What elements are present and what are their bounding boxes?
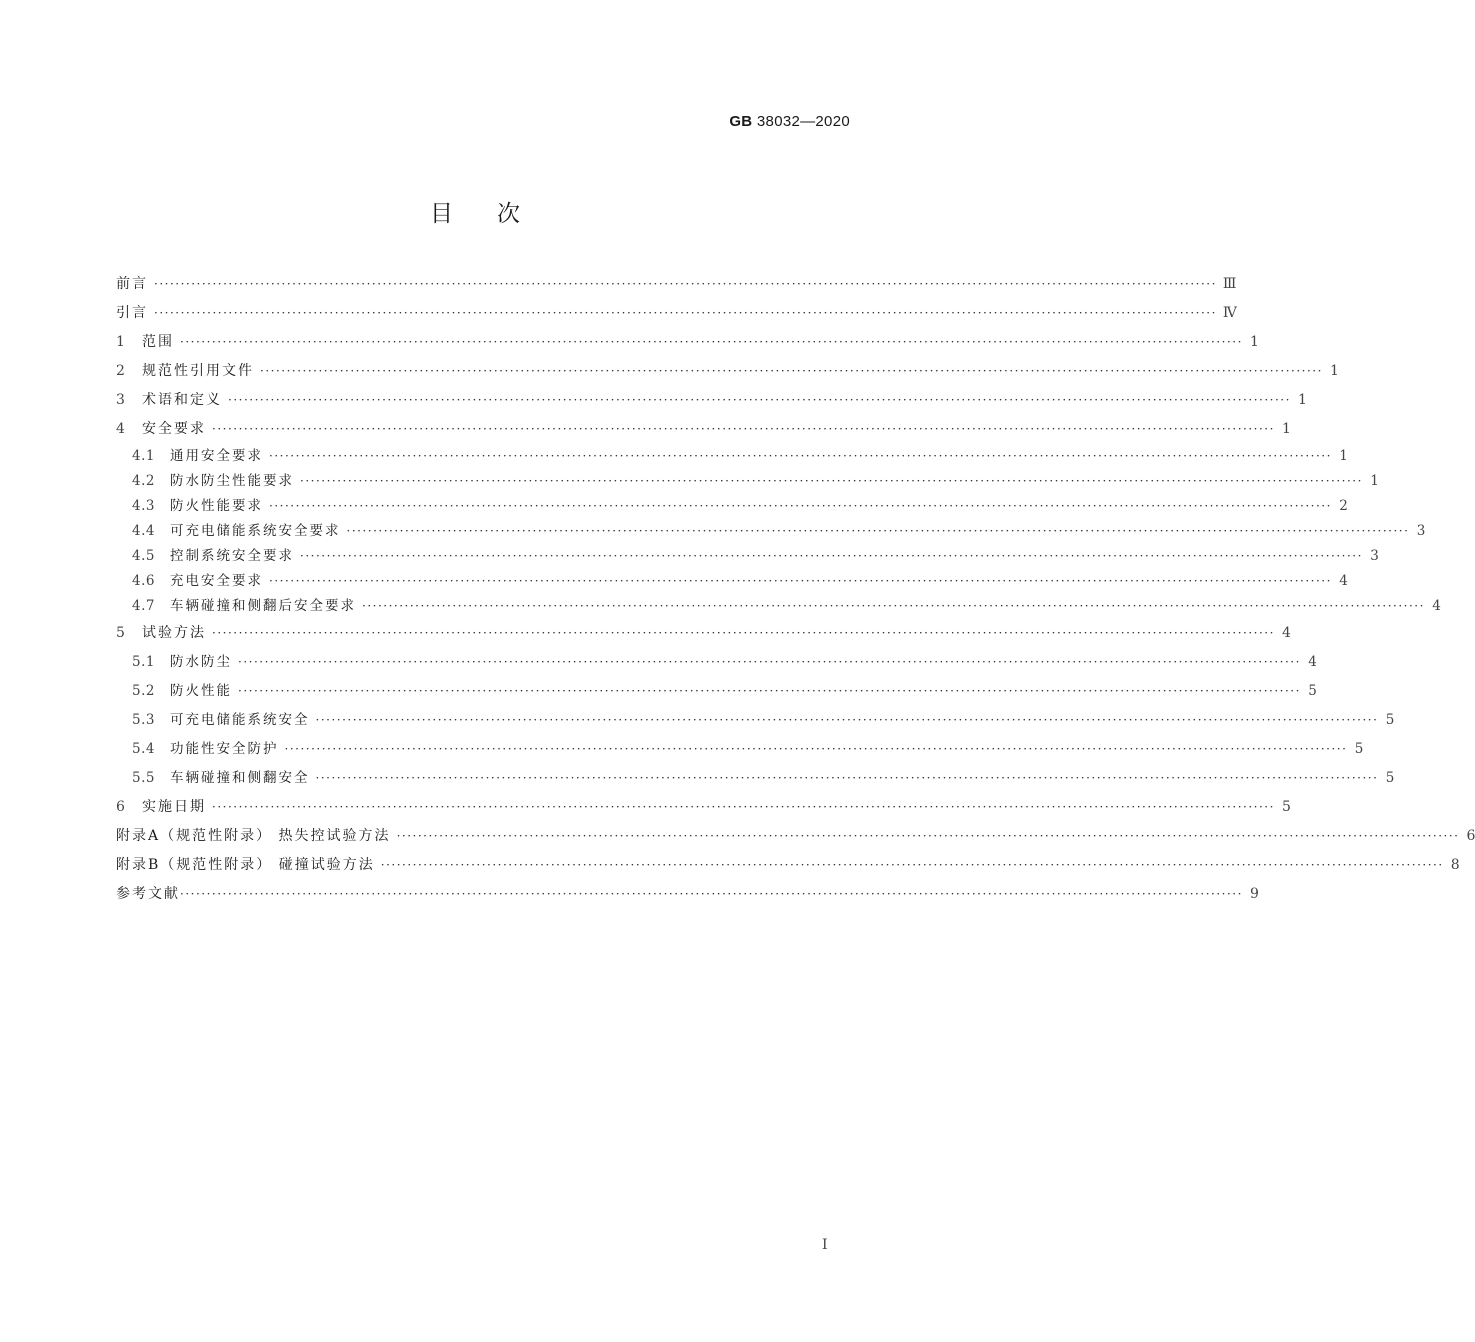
toc-entry-page: 5 xyxy=(1354,741,1364,757)
toc-entry[interactable] xyxy=(116,569,1348,594)
toc-entry-label: 试验方法 xyxy=(142,625,206,641)
toc-entry[interactable] xyxy=(116,270,1237,299)
toc-dot-leader: ········································································································································································································ xyxy=(315,713,1379,727)
toc-dot-leader: ········································································································································································································ xyxy=(228,393,1291,407)
toc-entry-number: 4.2 xyxy=(132,473,155,489)
toc-entry[interactable] xyxy=(116,619,1291,648)
toc-entry-label: 范围 xyxy=(142,334,174,350)
toc-entry[interactable] xyxy=(116,735,1364,764)
toc-entry-page: 2 xyxy=(1339,498,1348,514)
toc-entry[interactable] xyxy=(116,793,1291,822)
toc-entry[interactable] xyxy=(116,357,1339,386)
toc-dot-leader: ········································································································································································································ xyxy=(300,549,1363,563)
toc-entry-page: 6 xyxy=(1466,828,1475,844)
toc-entry[interactable] xyxy=(116,299,1237,328)
toc-entry-page: 4 xyxy=(1308,654,1317,670)
toc-entry-label: 可充电储能系统安全要求 xyxy=(170,523,341,539)
toc-dot-leader: ········································································································································································································ xyxy=(212,800,1275,814)
toc-dot-leader: ········································································································································································································ xyxy=(238,655,1301,669)
toc-entry-number: 4.3 xyxy=(132,498,155,514)
toc-dot-leader: ········································································································································································································ xyxy=(154,306,1217,320)
toc-entry-label: 通用安全要求 xyxy=(170,448,263,464)
toc-entry-number: 3 xyxy=(116,392,126,408)
toc-entry-page: 5 xyxy=(1308,683,1317,699)
toc-entry-number: 4.5 xyxy=(132,548,155,564)
toc-entry[interactable] xyxy=(116,594,1441,619)
toc-entry-label: 术语和定义 xyxy=(142,392,222,408)
toc-entry-page: 3 xyxy=(1416,523,1426,539)
toc-entry-label: 防火性能要求 xyxy=(170,498,263,514)
toc-entry-number: 1 xyxy=(116,334,126,350)
toc-dot-leader: ········································································································································································································ xyxy=(180,335,1243,349)
toc-entry-number: 6 xyxy=(116,799,126,815)
standard-code-prefix: GB xyxy=(729,113,753,130)
toc-entry[interactable] xyxy=(116,386,1307,415)
toc-dot-leader: ········································································································································································································ xyxy=(284,742,1348,756)
toc-dot-leader: ········································································································································································································ xyxy=(362,599,1425,613)
toc-entry-page: 4 xyxy=(1281,625,1291,641)
toc-dot-leader: ········································································································································································································ xyxy=(269,449,1332,463)
toc-entry-label: 功能性安全防护 xyxy=(170,741,279,757)
toc-entry-number: 5.4 xyxy=(132,741,155,757)
toc-entry-label: 实施日期 xyxy=(142,799,206,815)
toc-entry-page: 1 xyxy=(1281,421,1291,437)
toc-entry-number: 5.5 xyxy=(132,770,155,786)
toc-entry-page: 1 xyxy=(1329,363,1339,379)
toc-entry-page: 9 xyxy=(1249,886,1259,902)
toc-entry[interactable] xyxy=(116,880,1259,909)
toc-entry[interactable] xyxy=(116,648,1317,677)
toc-dot-leader: ········································································································································································································ xyxy=(180,887,1243,901)
toc-entry-page: 5 xyxy=(1385,712,1395,728)
toc-dot-leader: ········································································································································································································ xyxy=(212,626,1275,640)
toc-dot-leader: ········································································································································································································ xyxy=(154,277,1217,291)
toc-entry-number: 5 xyxy=(116,625,126,641)
toc-dot-leader: ········································································································································································································ xyxy=(315,771,1379,785)
toc-entry-page: 8 xyxy=(1450,857,1460,873)
toc-entry[interactable] xyxy=(116,469,1379,494)
toc-entry-number: 4.1 xyxy=(132,448,155,464)
toc-dot-leader: ········································································································································································································ xyxy=(238,684,1301,698)
toc-entry[interactable] xyxy=(116,415,1291,444)
toc-entry-label: 充电安全要求 xyxy=(170,573,263,589)
toc-entry-label: 防火性能 xyxy=(170,683,232,699)
toc-entry-label: 车辆碰撞和侧翻后安全要求 xyxy=(170,598,356,614)
toc-entry-page: 5 xyxy=(1385,770,1395,786)
toc-entry-label: 安全要求 xyxy=(142,421,206,437)
toc-entry-number: 2 xyxy=(116,363,126,379)
toc-entry[interactable] xyxy=(116,444,1348,469)
toc-entry-label: 防水防尘性能要求 xyxy=(170,473,294,489)
toc-entry-label: 控制系统安全要求 xyxy=(170,548,294,564)
toc-dot-leader: ········································································································································································································ xyxy=(300,474,1363,488)
toc-dot-leader: ········································································································································································································ xyxy=(396,829,1460,843)
toc-entry-label: 规范性引用文件 xyxy=(142,363,254,379)
toc-entry-number: 4 xyxy=(116,421,126,437)
toc-entry-number: 5.1 xyxy=(132,654,155,670)
toc-entry-page: 4 xyxy=(1339,573,1348,589)
toc-dot-leader: ········································································································································································································ xyxy=(380,858,1444,872)
toc-entry-label: 引言 xyxy=(116,305,148,321)
toc-entry[interactable] xyxy=(116,544,1379,569)
toc-entry-label: 前言 xyxy=(116,276,148,292)
toc-entry-label: 附录B（规范性附录） 碰撞试验方法 xyxy=(116,857,375,873)
toc-entry-number: 4.7 xyxy=(132,598,155,614)
toc-entry-number: 5.3 xyxy=(132,712,155,728)
toc-entry-number: 5.2 xyxy=(132,683,155,699)
toc-dot-leader: ········································································································································································································ xyxy=(269,499,1332,513)
footer-page-number: Ⅰ xyxy=(822,1237,828,1253)
toc-entry-page: 1 xyxy=(1249,334,1259,350)
toc-entry-label: 可充电储能系统安全 xyxy=(170,712,310,728)
toc-entry-page: 1 xyxy=(1339,448,1348,464)
toc-entry-label: 防水防尘 xyxy=(170,654,232,670)
toc-entry-page: 1 xyxy=(1297,392,1307,408)
standard-code-number: 38032—2020 xyxy=(756,113,850,130)
toc-entry-page: 3 xyxy=(1370,548,1379,564)
toc-dot-leader: ········································································································································································································ xyxy=(212,422,1275,436)
toc-entry-number: 4.6 xyxy=(132,573,155,589)
toc-entry-label: 参考文献 xyxy=(116,886,180,902)
toc-entry-page: 5 xyxy=(1281,799,1291,815)
toc-entry-label: 附录A（规范性附录） 热失控试验方法 xyxy=(116,828,391,844)
toc-entry-page: Ⅳ xyxy=(1222,305,1237,321)
toc-entry[interactable] xyxy=(116,494,1348,519)
table-of-contents xyxy=(116,270,1475,909)
toc-entry[interactable] xyxy=(116,851,1460,880)
toc-entry[interactable] xyxy=(116,328,1259,357)
toc-entry[interactable] xyxy=(116,822,1475,851)
toc-dot-leader: ········································································································································································································ xyxy=(269,574,1332,588)
toc-entry-number: 4.4 xyxy=(132,523,155,539)
toc-dot-leader: ········································································································································································································ xyxy=(260,364,1323,378)
toc-entry[interactable] xyxy=(116,677,1317,706)
toc-entry-page: 4 xyxy=(1432,598,1441,614)
toc-dot-leader: ········································································································································································································ xyxy=(346,524,1410,538)
toc-entry-page: 1 xyxy=(1370,473,1379,489)
toc-entry-page: Ⅲ xyxy=(1222,276,1237,292)
toc-entry-label: 车辆碰撞和侧翻安全 xyxy=(170,770,310,786)
toc-entry[interactable] xyxy=(116,706,1395,735)
standard-code xyxy=(729,113,850,130)
page-title: 目次 xyxy=(430,201,564,227)
toc-entry[interactable] xyxy=(116,519,1426,544)
toc-entry[interactable] xyxy=(116,764,1395,793)
